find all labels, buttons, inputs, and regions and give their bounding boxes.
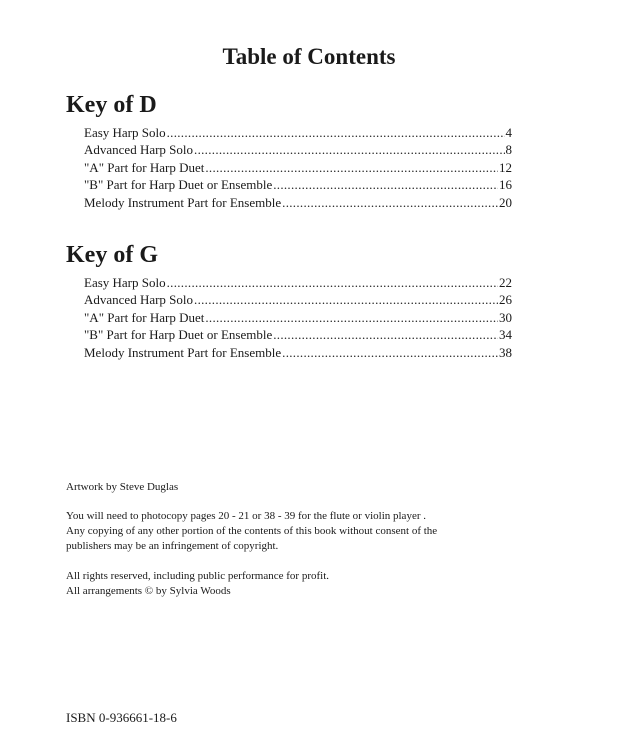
toc-entry-label: Advanced Harp Solo: [84, 292, 194, 308]
isbn: ISBN 0-936661-18-6: [66, 710, 177, 725]
toc-entry-label: "B" Part for Harp Duet or Ensemble: [84, 327, 273, 343]
toc-entry[interactable]: [84, 194, 512, 211]
toc-entry-page: 8: [505, 142, 512, 158]
toc-entry-label: "B" Part for Harp Duet or Ensemble: [84, 177, 273, 193]
toc-entry[interactable]: [84, 309, 512, 326]
artwork-credit: Artwork by Steve Duglas: [66, 481, 179, 493]
notice-line: publishers may be an infringement of copyright.: [66, 540, 279, 552]
toc-list: [84, 274, 512, 361]
toc-entry-page: 22: [499, 275, 512, 290]
toc-entry-label: Advanced Harp Solo: [84, 142, 194, 158]
toc-entry[interactable]: [84, 159, 512, 176]
dot-leader: [167, 274, 498, 291]
toc-entry-page: 26: [499, 292, 512, 308]
notice-line: You will need to photocopy pages 20 - 21 or 38 - 39 for the flute or violin player .: [66, 510, 426, 522]
dot-leader: [205, 309, 498, 326]
toc-entry-label: Melody Instrument Part for Ensemble: [84, 344, 282, 360]
dot-leader: [194, 291, 498, 308]
dot-leader: [273, 326, 498, 343]
toc-entry-page: 16: [499, 177, 512, 193]
toc-entry-page: 4: [505, 125, 512, 140]
dot-leader: [167, 124, 505, 141]
toc-entry-label: Melody Instrument Part for Ensemble: [84, 194, 282, 210]
toc-entry-label: "A" Part for Harp Duet: [84, 309, 205, 325]
toc-entry-page: 38: [499, 344, 512, 360]
toc-entry-label: "A" Part for Harp Duet: [84, 159, 205, 175]
dot-leader: [205, 159, 498, 176]
section-heading: Key of G: [66, 242, 158, 268]
notice-line: All rights reserved, including public performance for profit.: [66, 570, 330, 582]
dot-leader: [282, 344, 498, 361]
notice-line: All arrangements © by Sylvia Woods: [66, 585, 231, 597]
toc-entry[interactable]: [84, 141, 512, 158]
toc-entry-page: 12: [499, 159, 512, 175]
rights-notice: [66, 569, 329, 599]
toc-entry[interactable]: [84, 176, 512, 193]
toc-entry-page: 20: [499, 194, 512, 210]
section-heading: Key of D: [66, 92, 157, 118]
notice-line: Any copying of any other portion of the contents of this book without consent of the: [66, 525, 438, 537]
page-title: Table of Contents: [222, 44, 396, 69]
toc-entry[interactable]: [84, 344, 512, 361]
toc-entry[interactable]: [84, 274, 512, 291]
toc-entry-page: 34: [499, 327, 512, 343]
photocopy-notice: [66, 509, 437, 554]
toc-entry-page: 30: [499, 309, 512, 325]
toc-entry-label: Easy Harp Solo: [84, 125, 166, 140]
toc-list: [84, 124, 512, 211]
toc-entry[interactable]: [84, 124, 512, 141]
dot-leader: [194, 141, 504, 158]
dot-leader: [282, 194, 498, 211]
toc-entry-label: Easy Harp Solo: [84, 275, 166, 290]
toc-entry[interactable]: [84, 326, 512, 343]
dot-leader: [273, 176, 498, 193]
toc-entry[interactable]: [84, 291, 512, 308]
